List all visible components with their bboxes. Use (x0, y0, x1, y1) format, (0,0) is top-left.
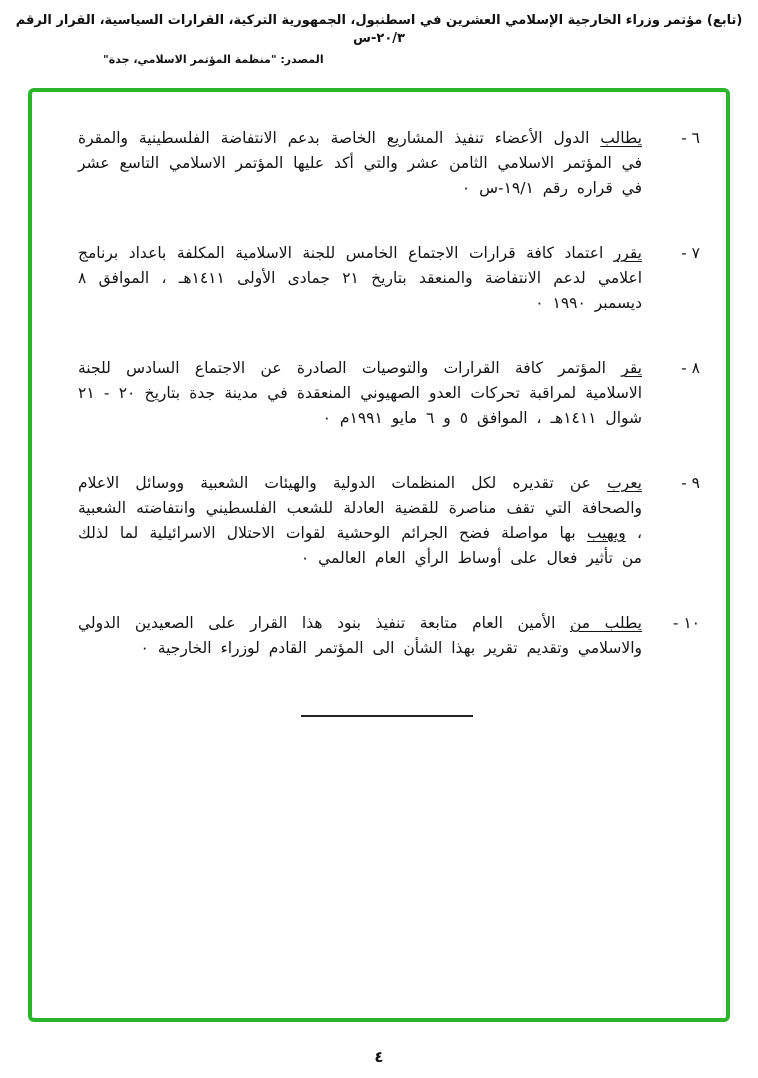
item-text-segment: بها مواصلة فضح الجرائم الوحشية لقوات الاحتلال الاسرائيلية لما لذلك من تأثير فعال على أوساط الرأي العام العالمي ٠ (78, 524, 642, 567)
document-header (0, 0, 758, 66)
item-text (74, 241, 642, 316)
item-number: ١٠ - (672, 614, 700, 632)
resolution-list (74, 126, 700, 661)
resolution-item (74, 126, 700, 201)
item-number: ٦ - (681, 129, 700, 147)
resolution-item (74, 471, 700, 571)
item-number: ٩ - (681, 474, 700, 492)
item-text (74, 471, 642, 571)
item-number: ٧ - (681, 244, 700, 262)
item-text-segment: المؤتمر كافة القرارات والتوصيات الصادرة عن الاجتماع السادس للجنة الاسلامية لمراقبة تحركات العدو الصهيوني المنعقدة في مدينة جدة بتاريخ ٢٠ - ٢١ شوال ١٤١١هـ ، الموافق ٥ و ٦ مايو ١٩٩١م ٠ (78, 359, 642, 427)
content-highlight-box (28, 88, 730, 1022)
item-text (74, 611, 642, 661)
item-text (74, 356, 642, 431)
item-lead-word: ويهيب (586, 524, 626, 542)
item-number: ٨ - (681, 359, 700, 377)
item-text-segment: عن تقديره لكل المنظمات الدولية والهيئات الشعبية ووسائل الاعلام والصحافة التي تقف مناصرة للقضية العادلة للشعب الفلسطيني وانتفاضته الشعبية ، (78, 474, 642, 542)
document-source: المصدر: "منظمة المؤتمر الاسلامي، جدة" (103, 53, 324, 66)
resolution-item (74, 611, 700, 661)
item-lead-word: يقرر (613, 244, 642, 262)
document-title: (تابع) مؤتمر وزراء الخارجية الإسلامي العشرين في اسطنبول، الجمهورية التركية، القرارات السياسية، القرار الرقم ٢٠/٣-س (15, 13, 743, 46)
item-lead-word: يطلب من (569, 614, 642, 632)
item-lead-word: يطالب (600, 129, 642, 147)
resolution-item (74, 356, 700, 431)
item-text-segment: اعتماد كافة قرارات الاجتماع الخامس للجنة الاسلامية المكلفة باعداد برنامج اعلامي لدعم الانتفاضة والمنعقد بتاريخ ٢١ جمادى الأولى ١٤١١هـ ، الموافق ٨ ديسمبر ١٩٩٠ ٠ (78, 244, 643, 312)
page-number: ٤ (374, 1048, 384, 1066)
item-lead-word: يعرب (607, 474, 642, 492)
item-text (74, 126, 642, 201)
resolution-item (74, 241, 700, 316)
item-text-segment: الدول الأعضاء تنفيذ المشاريع الخاصة بدعم الانتفاضة الفلسطينية والمقرة في المؤتمر الاسلامي الثامن عشر والتي أكد عليها المؤتمر الاسلامي التاسع عشر في قراره رقم ١٩/١-س ٠ (78, 129, 642, 197)
item-lead-word: يقر (621, 359, 642, 377)
section-divider (301, 715, 473, 717)
item-text-segment: الأمين العام متابعة تنفيذ بنود هذا القرار على الصعيدين الدولي والاسلامي وتقديم تقرير بهذا الشأن الى المؤتمر القادم لوزراء الخارجية ٠ (78, 614, 642, 657)
